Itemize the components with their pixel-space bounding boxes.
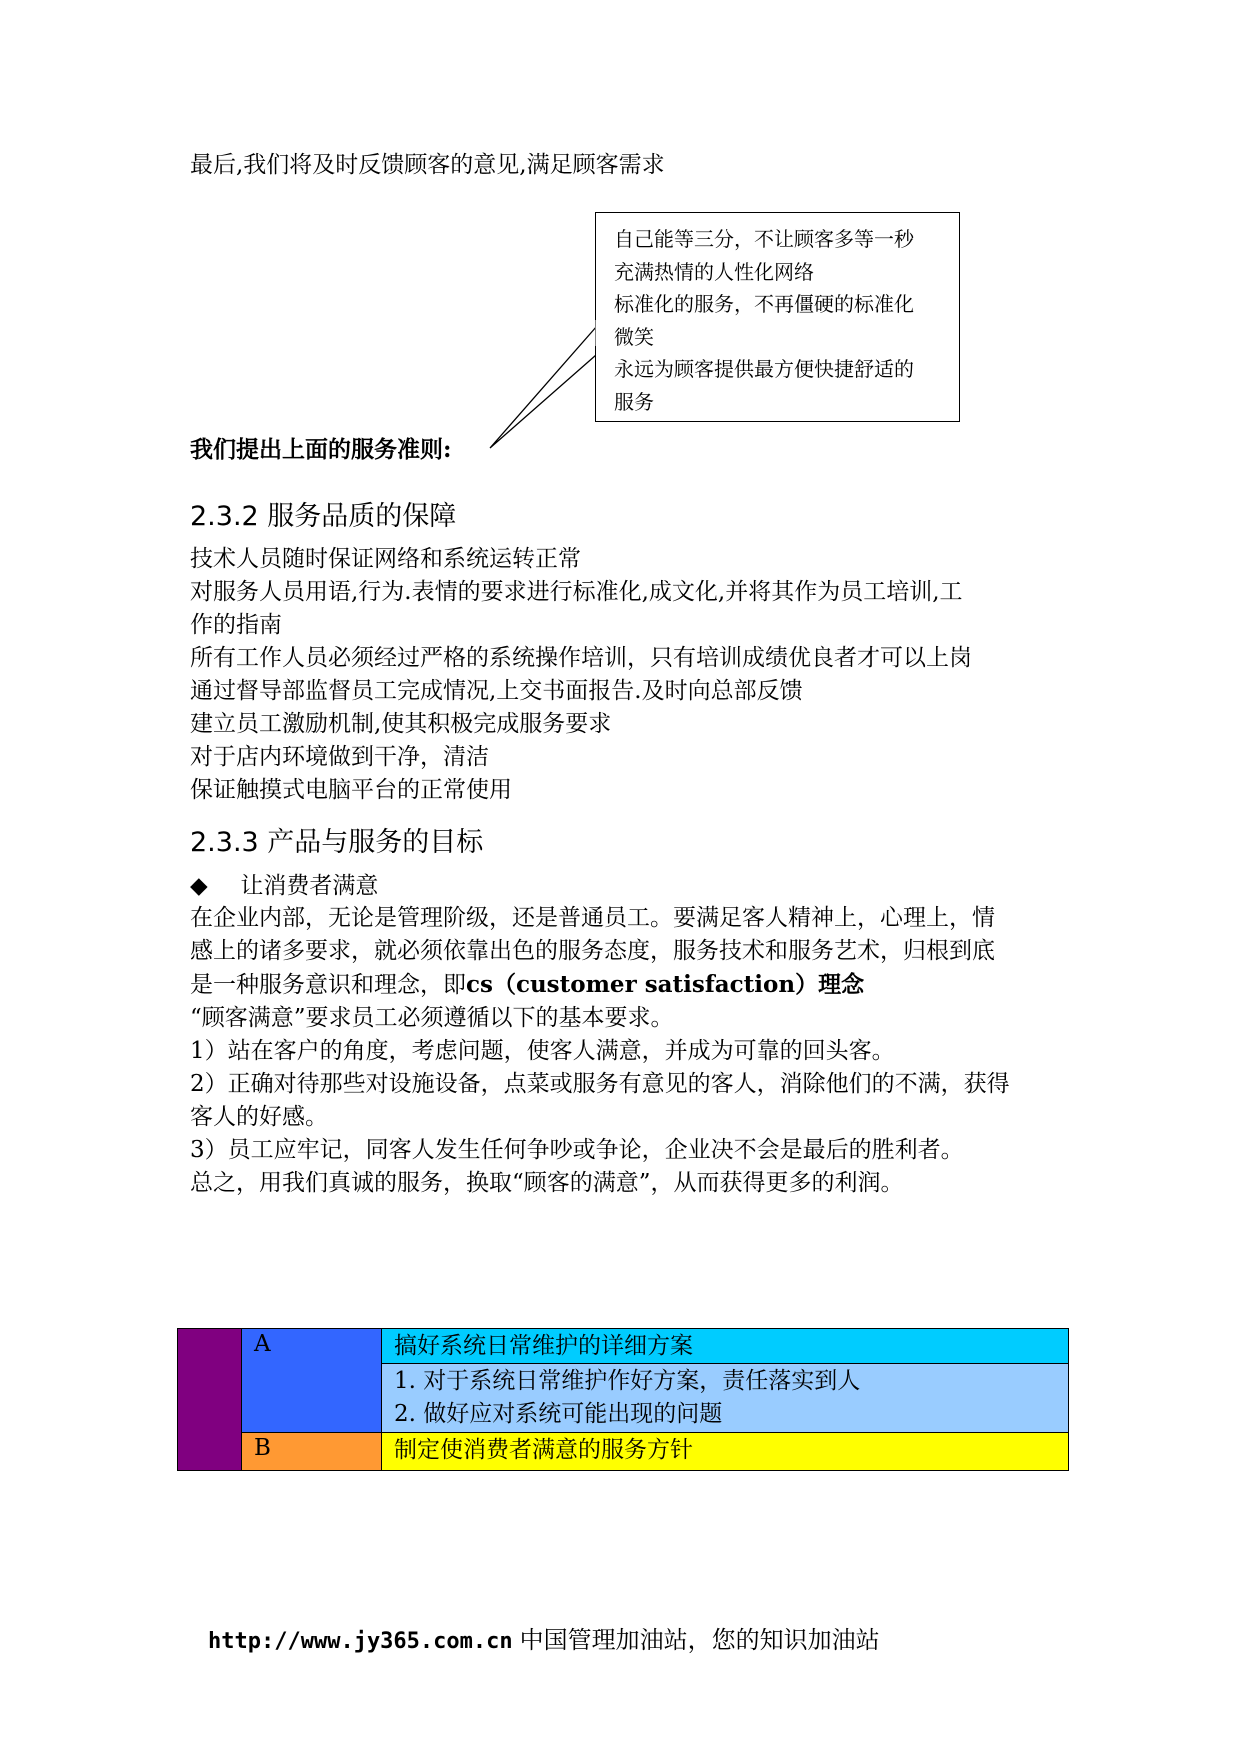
footer — [208, 1620, 880, 1655]
callout-line: 自己能等三分，不让顾客多等一秒 — [614, 227, 914, 251]
text-line: 对服务人员用语,行为.表情的要求进行标准化,成文化,并将其作为员工培训,工 — [190, 579, 963, 605]
text-line: “顾客满意”要求员工必须遵循以下的基本要求。 — [190, 1005, 674, 1031]
section-heading-232: 2.3.2 服务品质的保障 — [190, 501, 457, 532]
table-letter-a: A — [242, 1329, 382, 1433]
diamond-bullet-icon: ◆ — [190, 873, 208, 899]
table-item: 1. 对于系统日常维护作好方案，责任落实到人 — [394, 1368, 861, 1394]
footer-slogan: 中国管理加油站，您的知识加油站 — [519, 1626, 880, 1654]
text-line: 建立员工激励机制,使其积极完成服务要求 — [190, 711, 612, 737]
section-233-body — [190, 902, 1010, 1200]
text-line: 技术人员随时保证网络和系统运转正常 — [190, 546, 581, 572]
text-line: 保证触摸式电脑平台的正常使用 — [190, 777, 512, 803]
section-232-body — [190, 543, 972, 807]
text-line: 感上的诸多要求，就必须依靠出色的服务态度，服务技术和服务艺术，归根到底 — [190, 938, 995, 964]
table-items-a — [382, 1364, 1069, 1433]
text-line: 2）正确对待那些对设施设备，点菜或服务有意见的客人，消除他们的不满，获得 — [190, 1071, 1010, 1097]
callout-line: 服务 — [614, 389, 654, 414]
text-line — [190, 968, 1010, 1002]
text-line: 总之，用我们真诚的服务，换取“顾客的满意”，从而获得更多的利润。 — [190, 1170, 904, 1196]
text-line: 所有工作人员必须经过严格的系统操作培训，只有培训成绩优良者才可以上岗 — [190, 645, 972, 671]
callout-line: 永远为顾客提供最方便快捷舒适的 — [614, 357, 914, 381]
text-line: 对于店内环境做到干净，清洁 — [190, 744, 489, 770]
cs-concept: cs（customer satisfaction）理念 — [466, 971, 865, 998]
service-principle-label: 我们提出上面的服务准则: — [190, 436, 452, 463]
callout-line: 微笑 — [614, 324, 654, 349]
plan-table — [177, 1328, 1069, 1471]
intro-line: 最后,我们将及时反馈顾客的意见,满足顾客需求 — [190, 152, 665, 178]
callout-pointer-overlay — [0, 0, 1241, 500]
bullet-text: 让消费者满意 — [240, 873, 379, 899]
section-heading-233: 2.3.3 产品与服务的目标 — [190, 827, 484, 858]
table-item: 2. 做好应对系统可能出现的问题 — [394, 1401, 723, 1427]
bullet-item — [190, 870, 378, 903]
cs-prefix: 是一种服务意识和理念，即 — [190, 972, 466, 998]
table-title-a: 搞好系统日常维护的详细方案 — [382, 1329, 1069, 1364]
text-line: 1）站在客户的角度，考虑问题，使客人满意，并成为可靠的回头客。 — [190, 1038, 895, 1064]
table-title-b: 制定使消费者满意的服务方针 — [382, 1433, 1069, 1471]
footer-url: http://www.jy365.com.cn — [208, 1629, 513, 1654]
text-line: 3）员工应牢记，同客人发生任何争吵或争论，企业决不会是最后的胜利者。 — [190, 1137, 964, 1163]
callout-line: 充满热情的人性化网络 — [614, 259, 814, 284]
text-line: 作的指南 — [190, 612, 282, 638]
table-side-cell — [178, 1329, 242, 1471]
text-line: 在企业内部，无论是管理阶级，还是普通员工。要满足客人精神上，心理上，情 — [190, 905, 995, 931]
text-line: 通过督导部监督员工完成情况,上交书面报告.及时向总部反馈 — [190, 678, 803, 704]
callout-line: 标准化的服务，不再僵硬的标准化 — [614, 292, 914, 316]
text-line: 客人的好感。 — [190, 1104, 328, 1130]
table-letter-b: B — [242, 1433, 382, 1471]
